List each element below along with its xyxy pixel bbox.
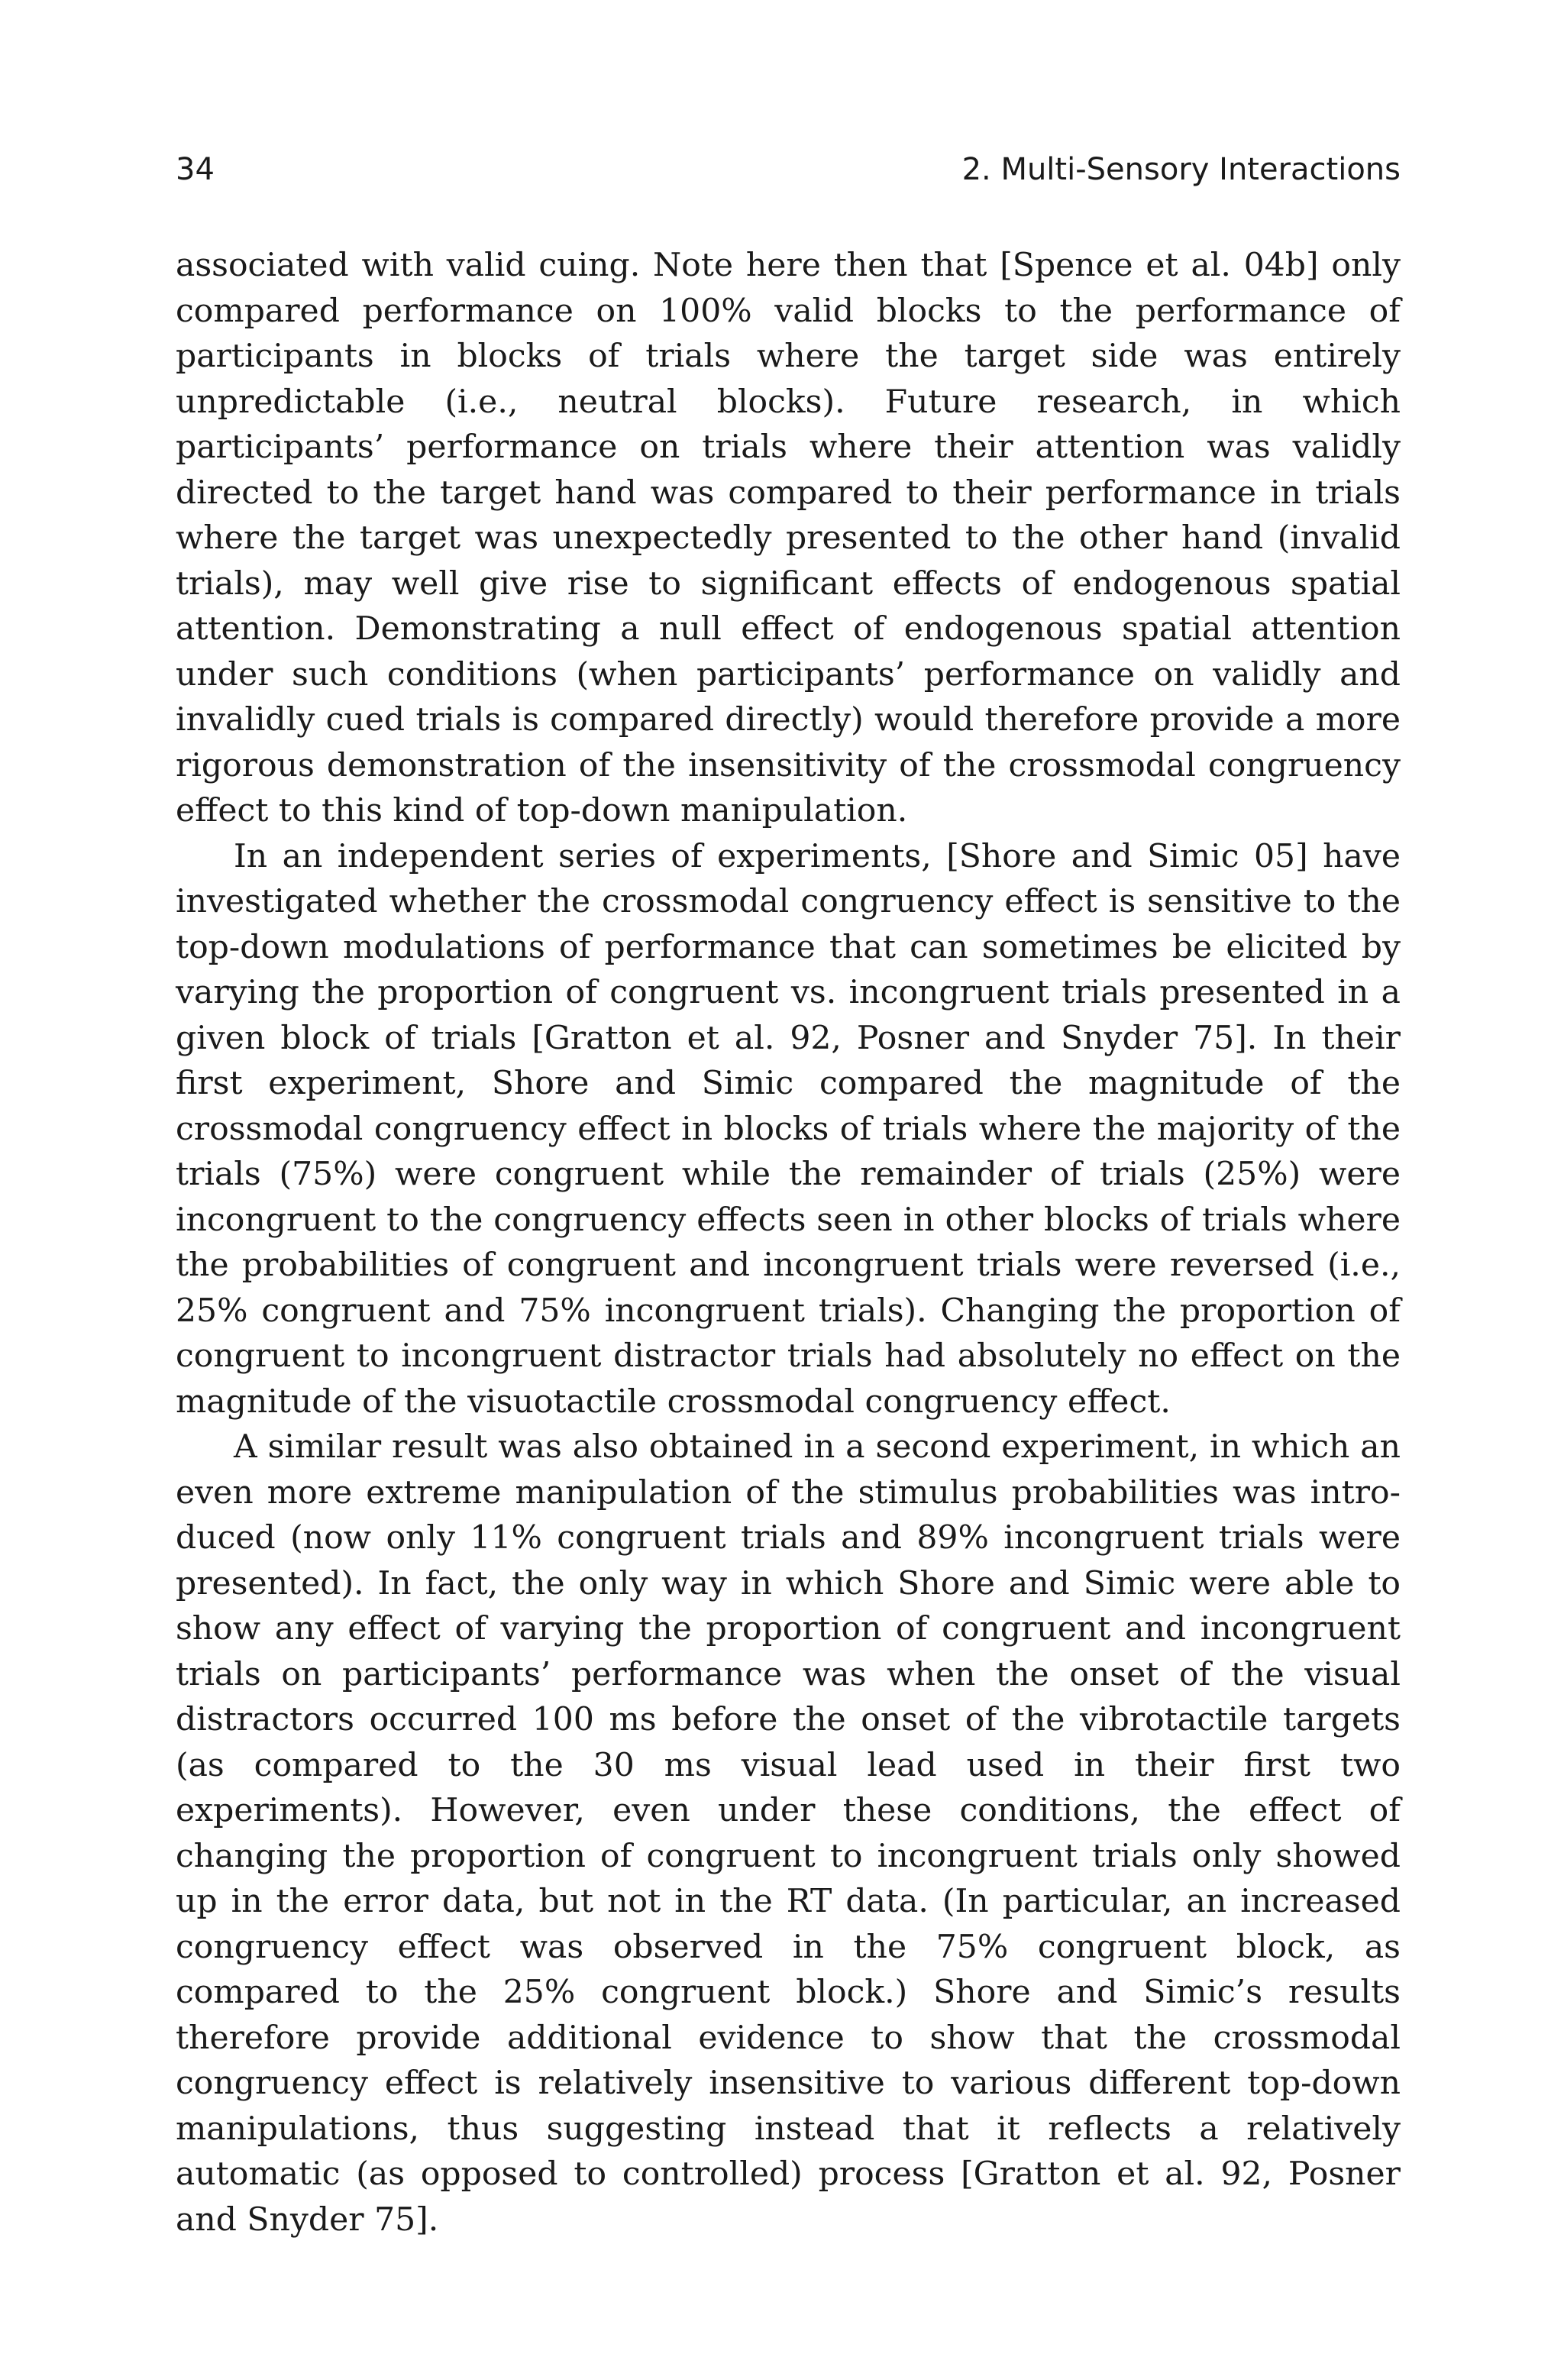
paragraph-3: A similar result was also obtained in a second experiment, in which an even more extreme manipulation of the stimulus probabilities was introduced (now only 11% congruent trials and 89% incongruent trials were presented). In fact, the only way in which Shore and Simic were able to show any effect of varying the proportion of congruent and incongruent trials on participants’ performance was when the onset of the visual distractors occurred 100 ms before the onset of the vibrotactile targets (as compared to the 30 ms visual lead used in their first two experiments). However, even under these conditions, the effect of changing the proportion of congruent to incongruent trials only showed up in the error data, but not in the RT data. (In particular, an increased congruency effect was observed in the 75% congruent block, as compared to the 25% congruent block.) Shore and Simic’s results therefore provide additional evidence to show that the crossmodal congruency effect is relatively insensitive to various different top-down manipulations, thus suggesting instead that it reflects a relatively automatic (as opposed to controlled) process [Gratton et al. 92, Posner and Snyder 75]. <box>176 1428 1401 2239</box>
page-number: 34 <box>176 152 215 187</box>
chapter-title: 2. Multi-Sensory Interactions <box>961 152 1401 187</box>
paragraph-1: associated with valid cuing. Note here then that [Spence et al. 04b] only compared performance on 100% valid blocks to the performance of participants in blocks of trials where the target side was entirely unpredictable (i.e., neutral blocks). Future research, in which participants’ performance on trials where their attention was validly directed to the target hand was compared to their performance in trials where the target was unexpectedly presented to the other hand (invalid trials), may well give rise to significant effects of endogenous spatial attention. Demonstrating a null effect of endogenous spatial attention under such conditions (when participants’ performance on validly and invalidly cued trials is compared directly) would therefore provide a more rigorous demonstration of the insensitivity of the crossmodal congruency effect to this kind of top-down manipulation. <box>176 247 1401 829</box>
paragraph-2: In an independent series of experiments, [Shore and Simic 05] have investigated whether the crossmodal congruency effect is sensitive to the top-down modulations of performance that can sometimes be elicited by varying the proportion of congruent vs. incongruent trials presented in a given block of trials [Gratton et al. 92, Posner and Snyder 75]. In their first experiment, Shore and Simic compared the magnitude of the crossmodal congruency effect in blocks of trials where the majority of the trials (75%) were congruent while the remainder of trials (25%) were incongruent to the congruency effects seen in other blocks of trials where the probabilities of congruent and incongruent trials were reversed (i.e., 25% congruent and 75% incongruent trials). Changing the proportion of congruent to incongruent distractor trials had absolutely no effect on the magnitude of the visuotactile crossmodal congruency effect. <box>176 837 1401 1421</box>
running-head <box>176 147 1401 192</box>
body-text <box>176 243 1401 2243</box>
